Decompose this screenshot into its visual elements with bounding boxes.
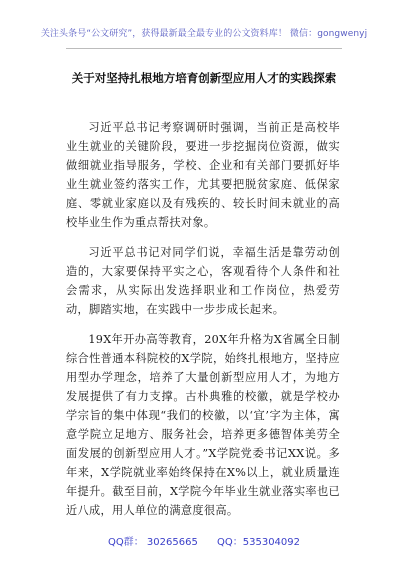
document-title: 关于对坚持扎根地方培育创新型应用人才的实践探索 <box>71 71 337 85</box>
document-body <box>66 118 340 531</box>
qq-group-contact: QQ群： 30265665 <box>107 537 198 548</box>
paragraph-3: 19X年开办高等教育，20X年升格为X省属全日制综合性普通本科院校的X学院，始终扎根地方，坚持应用型办学理念，培养了大量创新型应用人才，为地方发展提供了有力支撑。古朴典雅的校徽，就是学校办学宗旨的集中体现“我们的校徽，以‘宜’字为主体，寓意学院立足地方、服务社会，培养更多德智体美劳全面发展的创新型应用人才。”X学院党委书记XX说。多年来，X学院就业率始终保持在X%以上，就业质量连年提升。截至目前，X学院今年毕业生就业落实率也已近八成，用人单位的满意度很高。 <box>66 333 340 517</box>
qq-contact: QQ：535304092 <box>217 537 301 548</box>
paragraph-1: 习近平总书记考察调研时强调，当前正是高校毕业生就业的关键阶段，要进一步挖掘岗位资源，做实做细就业指导服务，学校、企业和有关部门要抓好毕业生就业签约落实工作，尤其要把脱贫家庭、低保家庭、零就业家庭以及有残疾的、较长时间未就业的高校毕业生作为重点帮扶对象。 <box>66 121 340 229</box>
header-banner: 关注头条号“公文研究”，获得最新最全最专业的公文资料库！ 微信：gongwenyj <box>40 29 368 39</box>
header-divider <box>66 48 342 49</box>
paragraph-2: 习近平总书记对同学们说，幸福生活是靠劳动创造的，大家要保持平实之心，客观看待个人条件和社会需求，从实际出发选择职业和工作岗位，热爱劳动，脚踏实地，在实践中一步步成长起来。 <box>66 246 340 316</box>
footer-contact <box>0 533 408 548</box>
